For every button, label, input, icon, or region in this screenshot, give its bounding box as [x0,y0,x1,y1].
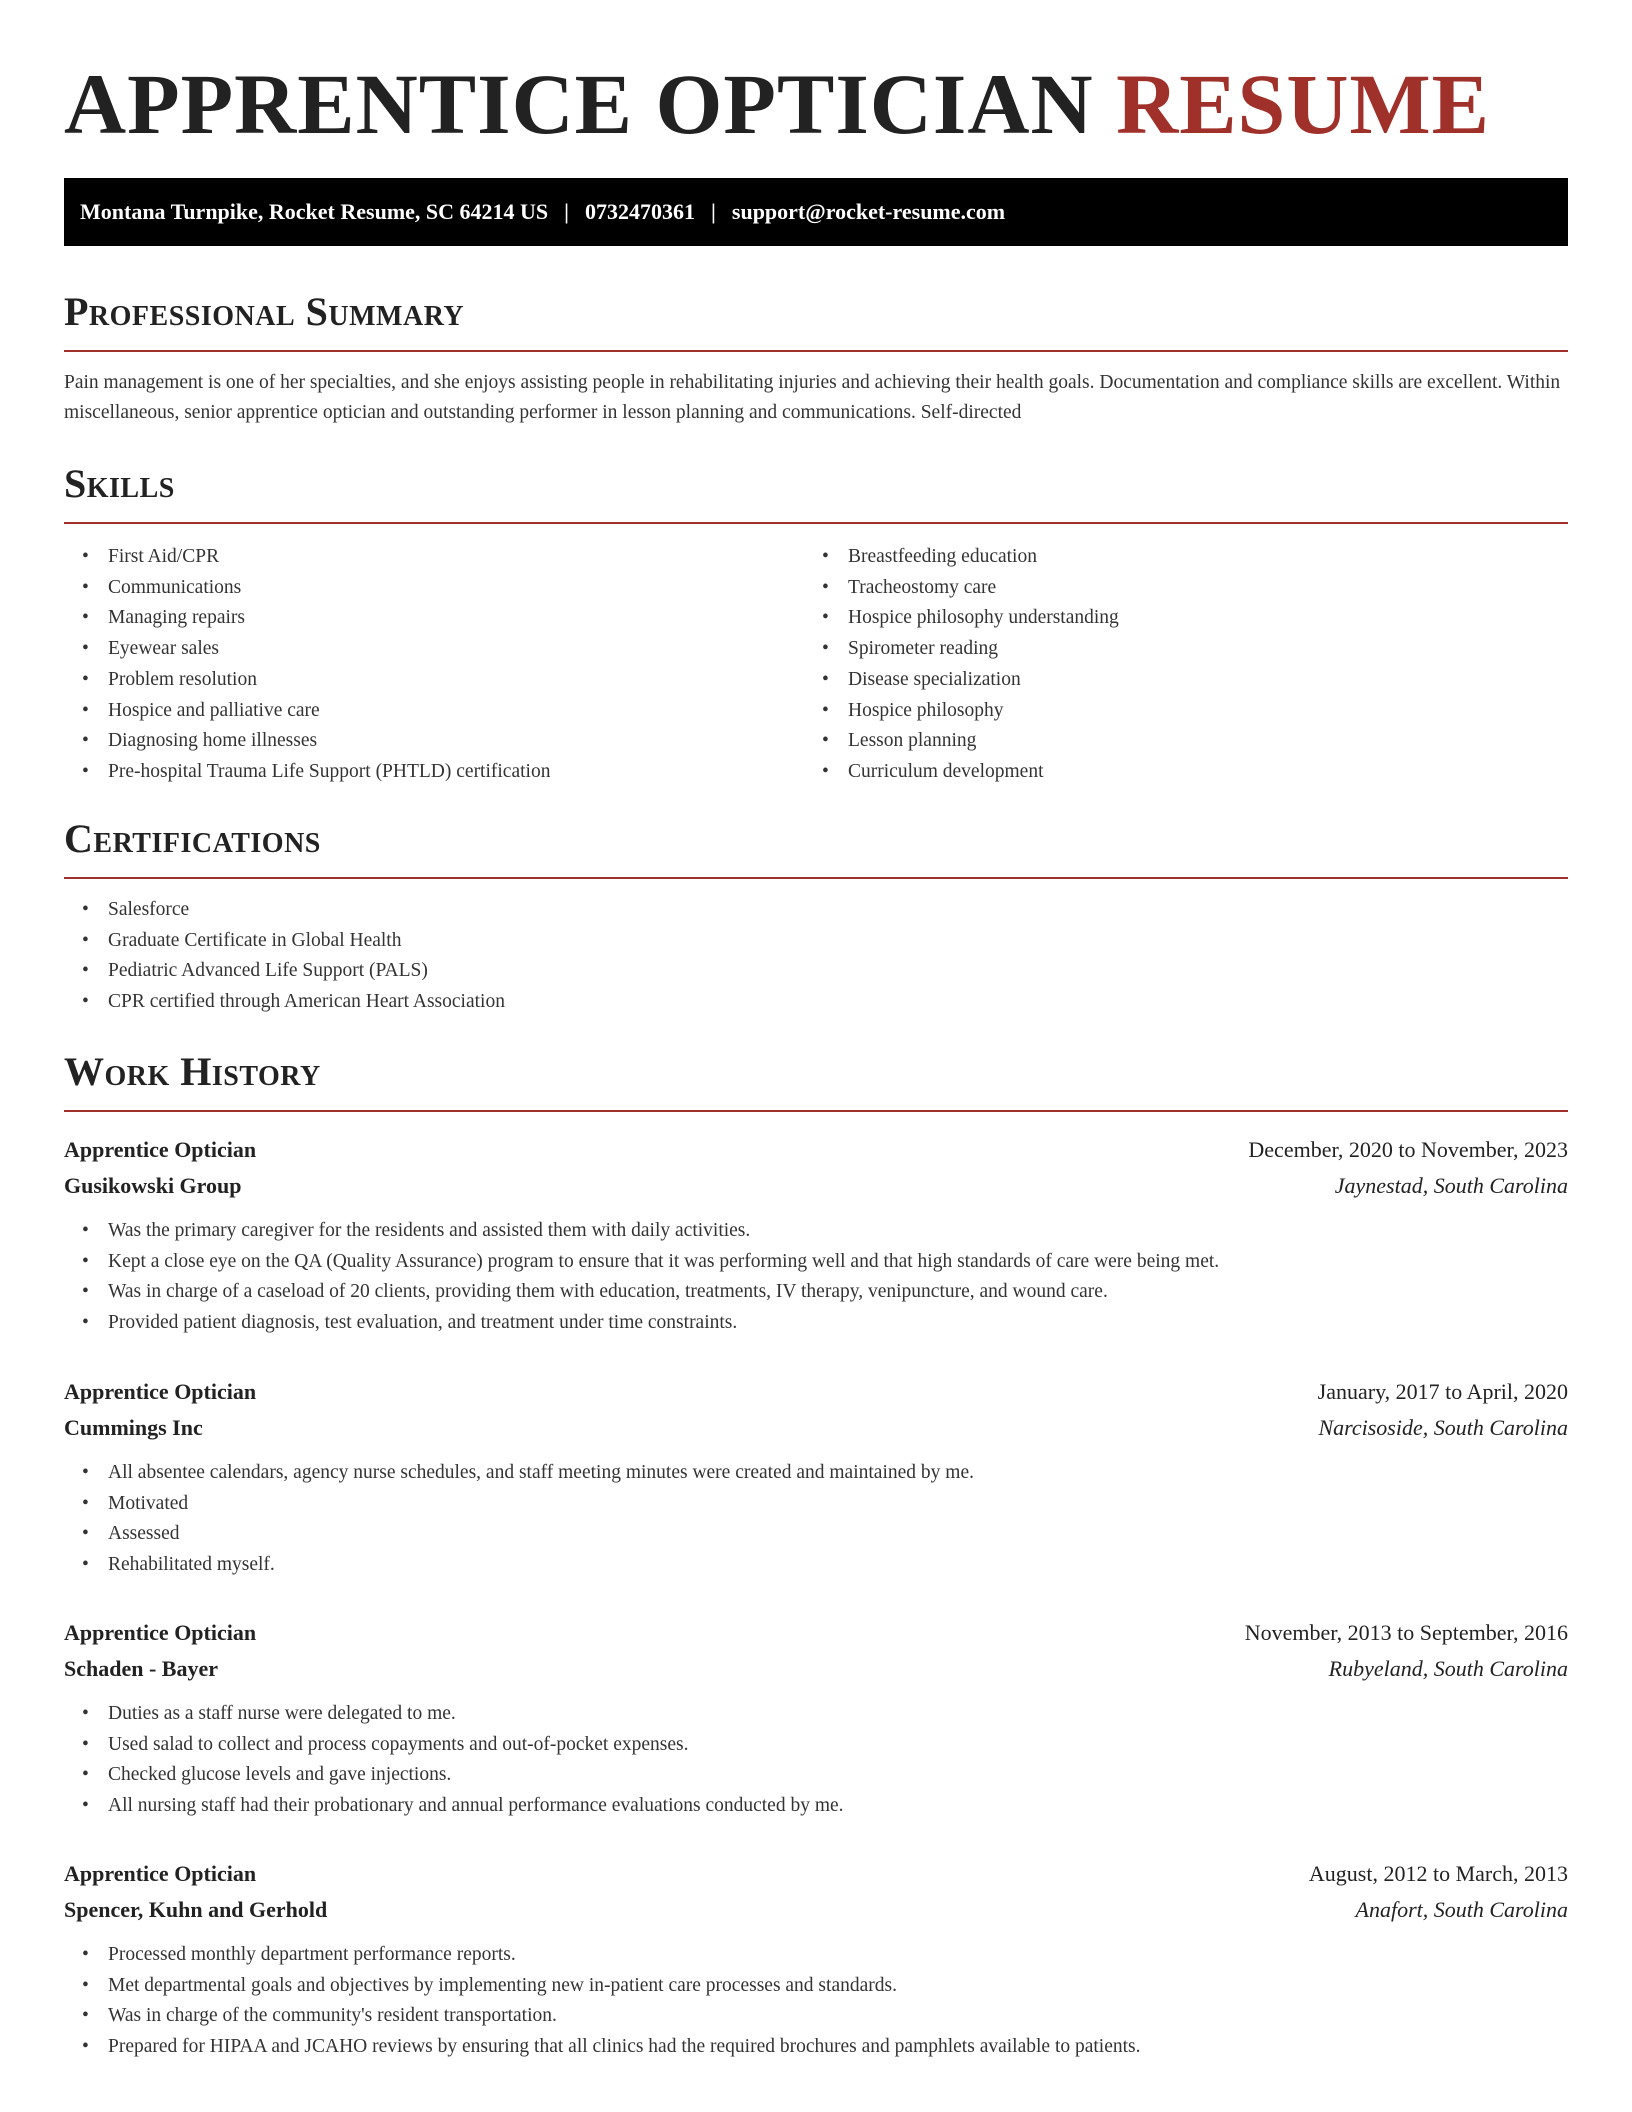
job-location: Anafort, South Carolina [1355,1897,1568,1922]
job-location: Jaynestad, South Carolina [1334,1173,1568,1198]
skills-list-left [64,542,804,788]
certifications-section [64,815,1568,1018]
job-duties-list [64,1216,1568,1339]
job-company: Cummings Inc [64,1415,203,1440]
job-company: Gusikowski Group [64,1173,242,1198]
certifications-heading: Certifications [64,816,321,861]
job-title: Apprentice Optician [64,1620,257,1645]
section-divider [64,522,1568,524]
skill-item: • Disease specialization [804,665,1544,696]
job-dates: December, 2020 to November, 2023 [1248,1137,1568,1162]
certifications-list [64,895,1568,1018]
job-duties-list [64,1458,1568,1581]
job-company: Spencer, Kuhn and Gerhold [64,1897,328,1922]
summary-heading: Professional Summary [64,289,465,334]
skill-item: • Pre-hospital Trauma Life Support (PHTLD) certification [64,757,804,788]
skill-item: • First Aid/CPR [64,542,804,573]
job-dates: November, 2013 to September, 2016 [1244,1620,1568,1645]
certification-item: • Pediatric Advanced Life Support (PALS) [64,956,1568,987]
skill-item: • Hospice and palliative care [64,696,804,727]
job-duty: • Checked glucose levels and gave injections. [64,1760,1568,1791]
job-duties-list [64,1940,1568,2063]
job-title: Apprentice Optician [64,1137,257,1162]
section-divider [64,350,1568,352]
job-title: Apprentice Optician [64,1861,257,1886]
job-dates: August, 2012 to March, 2013 [1308,1861,1568,1886]
job-duty: • Was in charge of the community's resident transportation. [64,2001,1568,2032]
resume-page [64,0,1568,2058]
resume-title [64,56,1568,152]
skill-item: • Curriculum development [804,757,1544,788]
skills-heading: Skills [64,461,175,506]
contact-bar [64,178,1568,246]
job-company: Schaden - Bayer [64,1656,218,1681]
job-location: Rubyeland, South Carolina [1328,1656,1568,1681]
skills-list-right [804,542,1544,788]
job-duty: • Assessed [64,1519,1568,1550]
skill-item: • Breastfeeding education [804,542,1544,573]
skill-item: • Hospice philosophy [804,696,1544,727]
job-entry [64,1374,1568,1581]
title-main: APPRENTICE OPTICIAN [64,56,1094,152]
skill-item: • Problem resolution [64,665,804,696]
skill-item: • Spirometer reading [804,634,1544,665]
skill-item: • Tracheostomy care [804,573,1544,604]
certification-item: • Graduate Certificate in Global Health [64,926,1568,957]
summary-text: Pain management is one of her specialties, and she enjoys assisting people in rehabilitating injuries and achieving their health goals. Documentation and compliance skills are excellent. Within miscellaneous, senior apprentice optician and outstanding performer in lesson planning and communications. Self-directed [64,372,1561,423]
job-title: Apprentice Optician [64,1379,257,1404]
skills-grid [64,542,1568,788]
title-accent: RESUME [1116,56,1491,152]
job-dates: January, 2017 to April, 2020 [1317,1379,1568,1404]
certification-item: • Salesforce [64,895,1568,926]
job-duty: • Provided patient diagnosis, test evaluation, and treatment under time constraints. [64,1308,1568,1339]
job-entry [64,1615,1568,1822]
job-duties-list [64,1699,1568,1822]
job-duty: • Motivated [64,1489,1568,1520]
section-divider [64,877,1568,879]
job-entry [64,1132,1568,1339]
section-divider [64,1110,1568,1112]
skill-item: • Eyewear sales [64,634,804,665]
job-duty: • All nursing staff had their probationary and annual performance evaluations conducted by me. [64,1791,1568,1822]
work-history-heading: Work History [64,1049,321,1094]
skills-section [64,460,1568,788]
contact-phone: 0732470361 [585,199,696,224]
job-location: Narcisoside, South Carolina [1318,1415,1568,1440]
job-duty: • Was in charge of a caseload of 20 clients, providing them with education, treatments, IV therapy, venipuncture, and wound care. [64,1277,1568,1308]
job-duty: • All absentee calendars, agency nurse schedules, and staff meeting minutes were created and maintained by me. [64,1458,1568,1489]
summary-section [64,288,1568,428]
job-duty: • Was the primary caregiver for the residents and assisted them with daily activities. [64,1216,1568,1247]
contact-address: Montana Turnpike, Rocket Resume, SC 64214 US [80,199,549,224]
work-history-section [64,1048,1568,1112]
job-duty: • Rehabilitated myself. [64,1550,1568,1581]
job-duty: • Prepared for HIPAA and JCAHO reviews by ensuring that all clinics had the required brochures and pamphlets available to patients. [64,2032,1568,2063]
job-duty: • Used salad to collect and process copayments and out-of-pocket expenses. [64,1730,1568,1761]
contact-email: support@rocket-resume.com [731,199,1006,224]
skill-item: • Diagnosing home illnesses [64,726,804,757]
job-duty: • Kept a close eye on the QA (Quality Assurance) program to ensure that it was performing well and that high standards of care were being met. [64,1247,1568,1278]
skill-item: • Lesson planning [804,726,1544,757]
contact-separator: | [711,199,716,224]
certification-item: • CPR certified through American Heart Association [64,987,1568,1018]
skill-item: • Managing repairs [64,603,804,634]
contact-separator: | [564,199,570,224]
job-duty: • Met departmental goals and objectives by implementing new in-patient care processes and standards. [64,1971,1568,2002]
job-entry [64,1856,1568,2063]
skill-item: • Communications [64,573,804,604]
job-duty: • Processed monthly department performance reports. [64,1940,1568,1971]
job-duty: • Duties as a staff nurse were delegated to me. [64,1699,1568,1730]
skill-item: • Hospice philosophy understanding [804,603,1544,634]
